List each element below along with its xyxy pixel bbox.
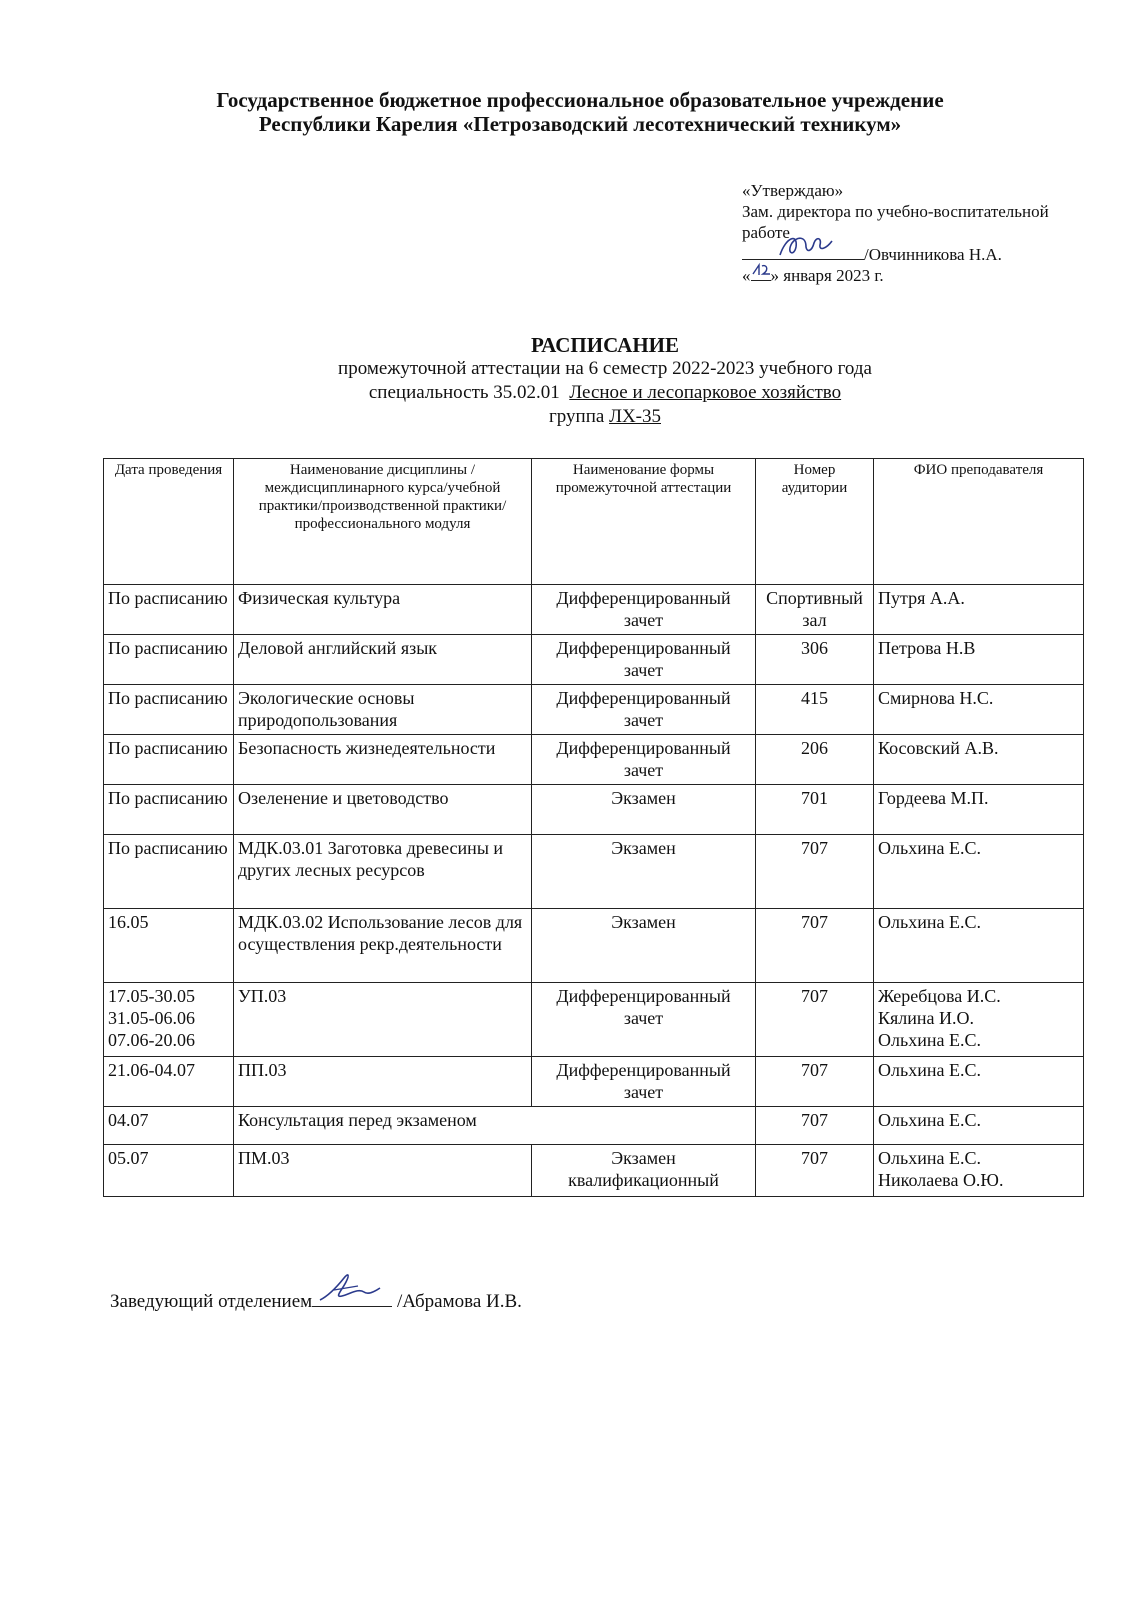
- teacher-2: Николаева О.Ю.: [878, 1170, 1004, 1190]
- cell-room: 707: [756, 835, 874, 909]
- cell-room: 707: [756, 909, 874, 983]
- table-row: [104, 585, 1084, 635]
- cell-subject: УП.03: [234, 983, 532, 1057]
- handwritten-day-icon: [751, 262, 773, 278]
- cell-room: Спортивный зал: [756, 585, 874, 635]
- page-title: РАСПИСАНИЕ: [530, 333, 680, 357]
- cell-room: 306: [756, 635, 874, 685]
- cell-subject: ПМ.03: [234, 1145, 532, 1197]
- specialty-line: [200, 381, 1010, 405]
- cell-form: Экзамен: [532, 835, 756, 909]
- header-date: Дата проведения: [104, 459, 234, 585]
- table-row: [104, 1145, 1084, 1197]
- teacher-1: Жеребцова И.С.: [878, 986, 1001, 1006]
- table-row: [104, 735, 1084, 785]
- table-row: [104, 983, 1084, 1057]
- table-header-row: [104, 459, 1084, 585]
- cell-teacher: Косовский А.В.: [874, 735, 1084, 785]
- cell-teacher: Петрова Н.В: [874, 635, 1084, 685]
- footer-signer: /Абрамова И.В.: [396, 1291, 522, 1312]
- cell-subject: ПП.03: [234, 1057, 532, 1107]
- cell-form: Дифференцированный зачет: [532, 585, 756, 635]
- cell-subject: Консультация перед экзаменом: [234, 1107, 756, 1145]
- cell-subject: МДК.03.01 Заготовка древесины и других лесных ресурсов: [234, 835, 532, 909]
- cell-date: По расписанию: [104, 835, 234, 909]
- cell-teacher: Путря А.А.: [874, 585, 1084, 635]
- cell-form: Дифференцированный зачет: [532, 1057, 756, 1107]
- cell-teacher: Ольхина Е.С.: [874, 835, 1084, 909]
- org-line-1: Государственное бюджетное профессиональное образовательное учреждение: [216, 88, 944, 112]
- cell-teacher: Смирнова Н.С.: [874, 685, 1084, 735]
- schedule-table: [103, 458, 1084, 1197]
- table-row: [104, 785, 1084, 835]
- cell-date: По расписанию: [104, 785, 234, 835]
- org-line-2: Республики Карелия «Петрозаводский лесотехнический техникум»: [258, 112, 902, 136]
- date-range-3: 07.06-20.06: [108, 1030, 195, 1050]
- cell-subject: Деловой английский язык: [234, 635, 532, 685]
- specialty-code: специальность 35.02.01: [368, 382, 560, 403]
- cell-form: Экзамен: [532, 909, 756, 983]
- cell-subject: Физическая культура: [234, 585, 532, 635]
- approver-signature-line: [742, 243, 1102, 265]
- cell-room: 707: [756, 983, 874, 1057]
- cell-subject: МДК.03.02 Использование лесов для осуществления рекр.деятельности: [234, 909, 532, 983]
- approver-name: /Овчинникова Н.А.: [864, 245, 1002, 264]
- table-row: [104, 1107, 1084, 1145]
- cell-teacher: Ольхина Е.С.: [874, 1107, 1084, 1145]
- cell-room: 707: [756, 1057, 874, 1107]
- cell-date: 16.05: [104, 909, 234, 983]
- teacher-2: Кялина И.О.: [878, 1008, 975, 1028]
- group-name: ЛХ-35: [609, 406, 661, 427]
- cell-form: Экзамен: [532, 785, 756, 835]
- teacher-1: Ольхина Е.С.: [878, 1148, 981, 1168]
- cell-date: 04.07: [104, 1107, 234, 1145]
- header-teacher: ФИО преподавателя: [874, 459, 1084, 585]
- attestation-period: промежуточной аттестации на 6 семестр 2022-2023 учебного года: [338, 358, 872, 379]
- table-row: [104, 1057, 1084, 1107]
- footer-signature-blank: [312, 1290, 392, 1307]
- cell-date: По расписанию: [104, 585, 234, 635]
- table-row: [104, 835, 1084, 909]
- specialty-name: Лесное и лесопарковое хозяйство: [569, 382, 842, 403]
- approver-position-2: работе: [742, 223, 790, 242]
- approve-label: «Утверждаю»: [742, 181, 844, 200]
- approver-position: Зам. директора по учебно-воспитательной: [742, 202, 1049, 221]
- cell-room: 701: [756, 785, 874, 835]
- teacher-3: Ольхина Е.С.: [878, 1030, 981, 1050]
- date-range-2: 31.05-06.06: [108, 1008, 195, 1028]
- cell-subject: Безопасность жизнедеятельности: [234, 735, 532, 785]
- table-row: [104, 635, 1084, 685]
- table-row: [104, 909, 1084, 983]
- cell-subject: Озеленение и цветоводство: [234, 785, 532, 835]
- table-row: [104, 685, 1084, 735]
- cell-teacher: Ольхина Е.С.: [874, 1057, 1084, 1107]
- cell-form: Дифференцированный зачет: [532, 735, 756, 785]
- cell-form: Экзамен квалификационный: [532, 1145, 756, 1197]
- header-subject: Наименование дисциплины /междисциплинарного курса/учебной практики/производственной практики/профессионального модуля: [234, 459, 532, 585]
- cell-date: По расписанию: [104, 635, 234, 685]
- date-open-quote: «: [742, 266, 751, 285]
- cell-teacher: Ольхина Е.С.: [874, 909, 1084, 983]
- date-month-year: » января 2023 г.: [770, 266, 884, 285]
- cell-room: 707: [756, 1107, 874, 1145]
- cell-teacher: Гордеева М.П.: [874, 785, 1084, 835]
- cell-teacher: [874, 1145, 1084, 1197]
- handwritten-signature-icon: [776, 231, 836, 261]
- cell-date: [104, 983, 234, 1057]
- header-room: Номер аудитории: [756, 459, 874, 585]
- approval-date: [742, 265, 1102, 286]
- cell-room: 415: [756, 685, 874, 735]
- cell-date: 21.06-04.07: [104, 1057, 234, 1107]
- footer-signature: [110, 1290, 522, 1313]
- footer-position: Заведующий отделением: [110, 1291, 313, 1312]
- cell-form: Дифференцированный зачет: [532, 983, 756, 1057]
- handwritten-signature-icon: [314, 1270, 384, 1306]
- group-label: группа: [549, 406, 605, 427]
- cell-form: Дифференцированный зачет: [532, 685, 756, 735]
- cell-form: Дифференцированный зачет: [532, 635, 756, 685]
- header-form: Наименование формы промежуточной аттестации: [532, 459, 756, 585]
- approval-block: [742, 180, 1102, 286]
- cell-room: 206: [756, 735, 874, 785]
- cell-subject: Экологические основы природопользования: [234, 685, 532, 735]
- organization-name: [150, 88, 1010, 136]
- group-line: [200, 405, 1010, 429]
- signature-blank: [742, 243, 864, 260]
- cell-teacher: [874, 983, 1084, 1057]
- date-range-1: 17.05-30.05: [108, 986, 195, 1006]
- document-heading: [200, 333, 1010, 429]
- date-day-blank: [751, 266, 771, 281]
- cell-room: 707: [756, 1145, 874, 1197]
- cell-date: По расписанию: [104, 735, 234, 785]
- cell-date: По расписанию: [104, 685, 234, 735]
- cell-date: 05.07: [104, 1145, 234, 1197]
